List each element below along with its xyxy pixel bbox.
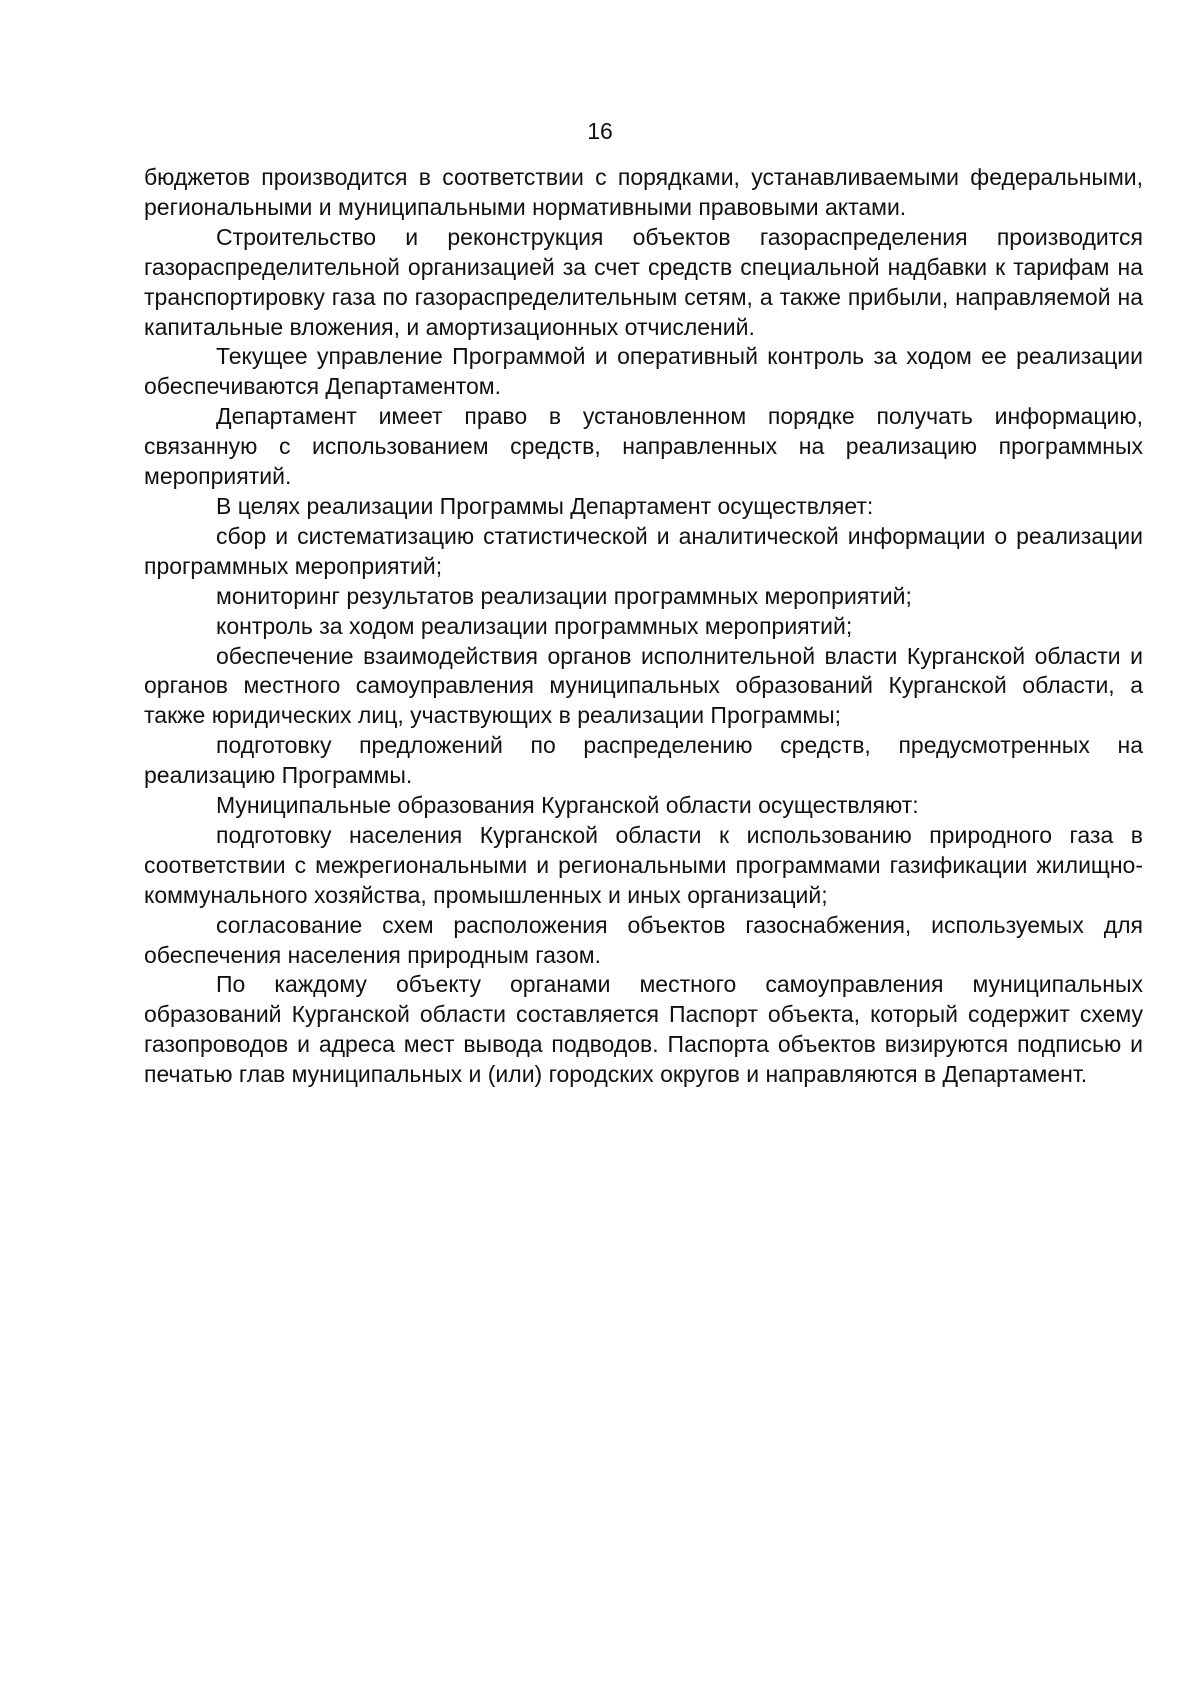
paragraph-municipal-duty-approval: согласование схем расположения объектов газоснабжения, используемых для обеспечения населения природным газом. — [144, 911, 1143, 968]
paragraph-program-management: Текущее управление Программой и оперативный контроль за ходом ее реализации обеспечиваются Департаментом. — [144, 343, 1143, 400]
page-number: 16 — [587, 118, 613, 144]
paragraph-budget-continuation: бюджетов производится в соответствии с порядками, устанавливаемыми федеральными, региональными и муниципальными нормативными правовыми актами. — [144, 164, 1143, 220]
paragraph-duty-data-collection: сбор и систематизацию статистической и аналитической информации о реализации программных мероприятий; — [144, 522, 1143, 579]
paragraph-municipal-duties-intro: Муниципальные образования Курганской области осуществляют: — [216, 792, 919, 819]
paragraph-construction: Строительство и реконструкция объектов газораспределения производится газораспределительной организацией за счет средств специальной надбавки к тарифам на транспортировку газа по газораспределительным сетям, а также прибыли, направляемой на капитальные вложения, и амортизационных отчислений. — [144, 223, 1143, 340]
paragraph-duty-control: контроль за ходом реализации программных мероприятий; — [216, 612, 853, 639]
paragraph-department-duties-intro: В целях реализации Программы Департамент осуществляет: — [216, 492, 874, 519]
paragraph-department-rights: Департамент имеет право в установленном порядке получать информацию, связанную с использованием средств, направленных на реализацию программных мероприятий. — [144, 403, 1143, 490]
paragraph-duty-proposals: подготовку предложений по распределению средств, предусмотренных на реализацию Программы. — [144, 732, 1143, 789]
paragraph-duty-coordination: обеспечение взаимодействия органов исполнительной власти Курганской области и органов местного самоуправления муниципальных образований Курганской области, а также юридических лиц, участвующих в реализации Программы; — [144, 642, 1143, 729]
paragraph-duty-monitoring: мониторинг результатов реализации программных мероприятий; — [216, 582, 912, 609]
paragraph-object-passport: По каждому объекту органами местного самоуправления муниципальных образований Курганской области составляется Паспорт объекта, который содержит схему газопроводов и адреса мест вывода подводов. Паспорта объектов визируются подписью и печатью глав муниципальных и (или) городских округов и направляются в Департамент. — [144, 971, 1143, 1088]
paragraph-municipal-duty-preparation: подготовку населения Курганской области к использованию природного газа в соответствии с межрегиональными и региональными программами газификации жилищно-коммунального хозяйства, промышленных и иных организаций; — [144, 821, 1143, 908]
document-body — [144, 163, 1143, 1090]
